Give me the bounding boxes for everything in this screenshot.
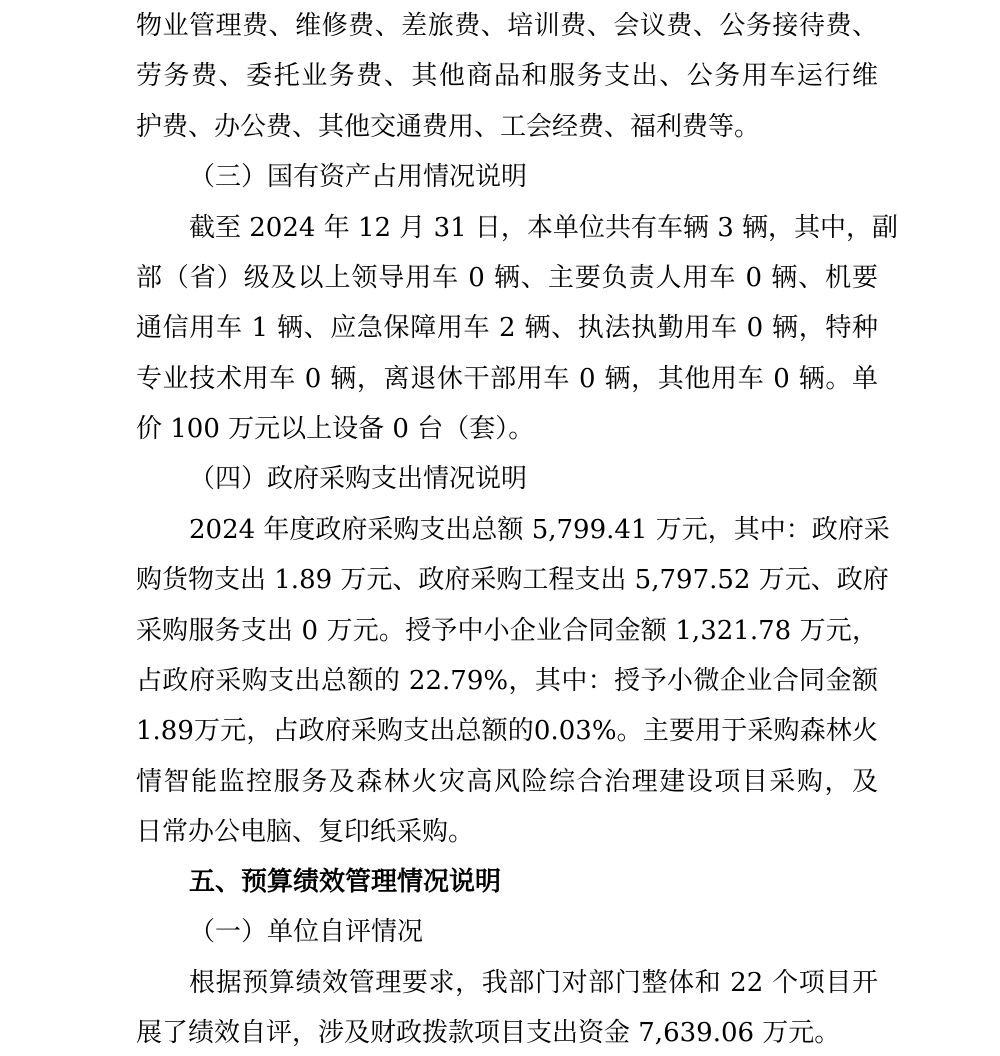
subsection-heading-self-evaluation: （一）单位自评情况 xyxy=(189,917,424,947)
paragraph-line: 劳务费、委托业务费、其他商品和服务支出、公务用车运行维 xyxy=(136,61,878,91)
paragraph-line: 情智能监控服务及森林火灾高风险综合治理建设项目采购，及 xyxy=(136,767,878,797)
paragraph-line: 展了绩效自评，涉及财政拨款项目支出资金 7,639.06 万元。 xyxy=(136,1018,841,1048)
paragraph-line: 截至 2024 年 12 月 31 日，本单位共有车辆 3 辆，其中，副 xyxy=(189,213,898,243)
paragraph-line: 2024 年度政府采购支出总额 5,799.41 万元，其中：政府采 xyxy=(189,515,890,545)
section-heading-assets: （三）国有资产占用情况说明 xyxy=(189,162,528,192)
paragraph-line: 部（省）级及以上领导用车 0 辆、主要负责人用车 0 辆、机要 xyxy=(136,263,878,293)
paragraph-line: 1.89万元，占政府采购支出总额的0.03%。主要用于采购森林火 xyxy=(136,716,878,746)
chapter-heading-performance: 五、预算绩效管理情况说明 xyxy=(189,867,502,897)
section-heading-procurement: （四）政府采购支出情况说明 xyxy=(189,464,528,494)
paragraph-line: 护费、办公费、其他交通费用、工会经费、福利费等。 xyxy=(136,112,761,142)
paragraph-line: 价 100 万元以上设备 0 台（套）。 xyxy=(136,414,535,444)
paragraph-line: 日常办公电脑、复印纸采购。 xyxy=(136,817,475,847)
paragraph-line: 购货物支出 1.89 万元、政府采购工程支出 5,797.52 万元、政府 xyxy=(136,565,889,595)
paragraph-line: 采购服务支出 0 万元。授予中小企业合同金额 1,321.78 万元， xyxy=(136,616,878,646)
paragraph-line: 专业技术用车 0 辆，离退休干部用车 0 辆，其他用车 0 辆。单 xyxy=(136,364,878,394)
paragraph-line: 根据预算绩效管理要求，我部门对部门整体和 22 个项目开 xyxy=(189,968,878,998)
paragraph-line: 通信用车 1 辆、应急保障用车 2 辆、执法执勤用车 0 辆，特种 xyxy=(136,313,878,343)
paragraph-line: 占政府采购支出总额的 22.79%，其中：授予小微企业合同金额 xyxy=(136,666,878,696)
paragraph-line: 物业管理费、维修费、差旅费、培训费、会议费、公务接待费、 xyxy=(136,11,878,41)
